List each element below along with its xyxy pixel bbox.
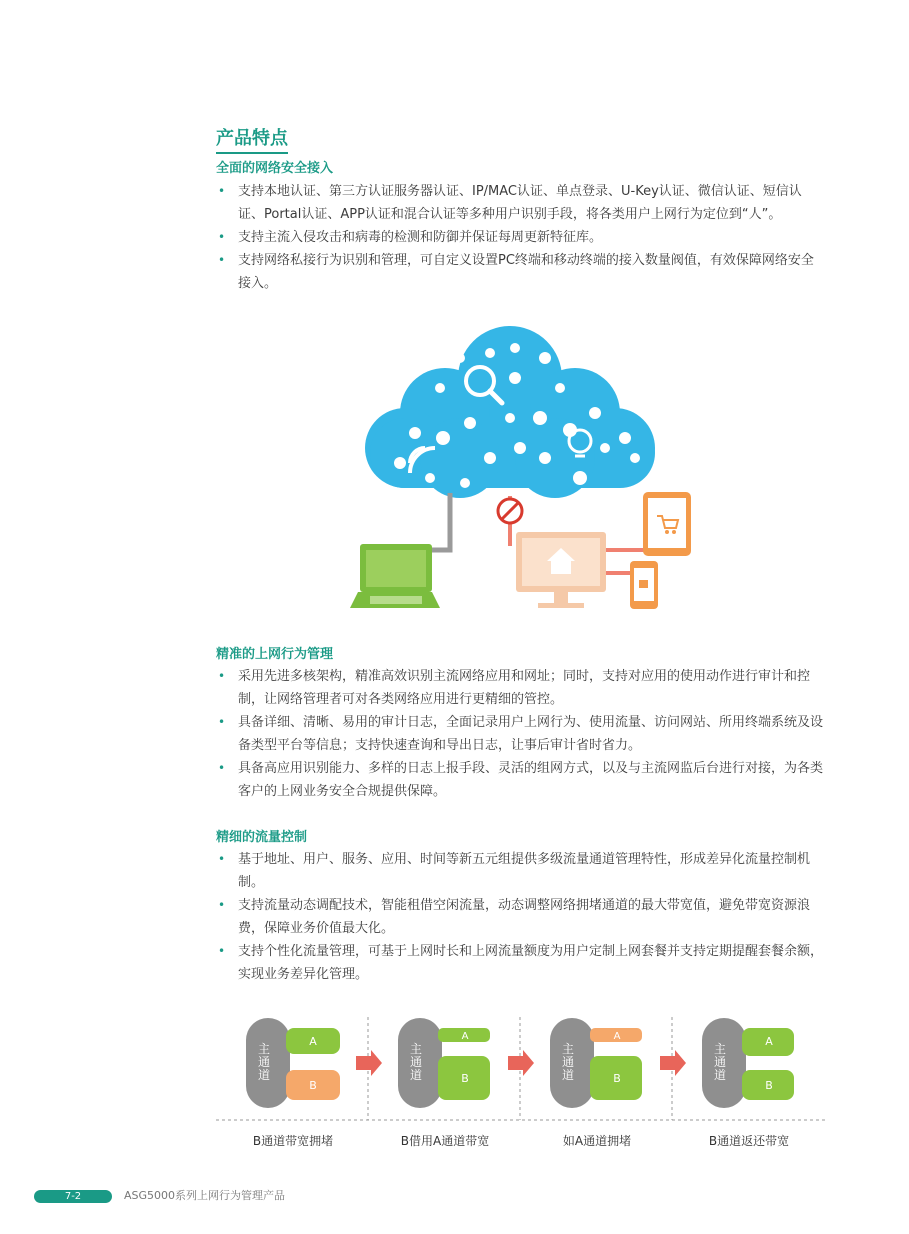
- diagram-caption: B借用A通道带宽: [400, 1134, 490, 1148]
- channel-a-label: A: [461, 1031, 469, 1042]
- arrow-right-icon: [508, 1050, 534, 1076]
- bullet-item: • 支持本地认证、第三方认证服务器认证、IP/MAC认证、单点登录、U-Key认证、微信认证、短信认证、Portal认证、APP认证和混合认证等多种用户识别手段，将各类用户上网行为定位到“人”。: [216, 180, 826, 226]
- channel-a-label: A: [765, 1035, 773, 1048]
- diagram-caption: B通道带宽拥堵: [252, 1134, 334, 1148]
- phone-coffee-icon: [630, 561, 658, 609]
- footer-product-name: ASG5000系列上网行为管理产品: [124, 1189, 286, 1202]
- main-channel-label: 主通道: [409, 1042, 422, 1082]
- section-heading-traffic-control: 精细的流量控制: [216, 830, 308, 845]
- main-channel-label: 主通道: [257, 1042, 270, 1082]
- bullet-item: • 支持个性化流量管理，可基于上网时长和上网流量额度为用户定制上网套餐并支持定期提醒套餐余额，实现业务差异化管理。: [216, 940, 826, 986]
- bullet-item: • 具备详细、清晰、易用的审计日志，全面记录用户上网行为、使用流量、访问网站、所用终端系统及设备类型平台等信息；支持快速查询和导出日志，让事后审计省时省力。: [216, 711, 826, 757]
- bullet-item: • 支持网络私接行为识别和管理，可自定义设置PC终端和移动终端的接入数量阀值，有效保障网络安全接入。: [216, 249, 826, 295]
- main-channel-label: 主通道: [561, 1042, 574, 1082]
- bullet-item: • 具备高应用识别能力、多样的日志上报手段、灵活的组网方式，以及与主流网监后台进行对接，为各类客户的上网业务安全合规提供保障。: [216, 757, 826, 803]
- bullet-item: • 支持流量动态调配技术，智能租借空闲流量，动态调整网络拥堵通道的最大带宽值，避免带宽资源浪费，保障业务价值最大化。: [216, 894, 826, 940]
- page-title: 产品特点: [216, 128, 288, 154]
- bullet-list-secure-access: [216, 180, 826, 295]
- section-heading-secure-access: 全面的网络安全接入: [216, 161, 334, 176]
- channel-b-label: B: [765, 1079, 773, 1092]
- bullet-list-traffic-control: [216, 848, 826, 986]
- page-number-badge: 7-2: [34, 1190, 112, 1203]
- bullet-list-behavior-management: [216, 665, 826, 803]
- monitor-icon: [516, 532, 606, 608]
- channel-b-label: B: [613, 1072, 621, 1085]
- tablet-shopping-cart-icon: [643, 492, 691, 556]
- bullet-item: • 基于地址、用户、服务、应用、时间等新五元组提供多级流量通道管理特性，形成差异化流量控制机制。: [216, 848, 826, 894]
- channel-b-label: B: [461, 1072, 469, 1085]
- bandwidth-channel-diagram: [216, 1012, 826, 1122]
- laptop-icon: [350, 544, 440, 608]
- diagram-caption: 如A通道拥堵: [562, 1134, 632, 1148]
- section-heading-behavior-management: 精准的上网行为管理: [216, 647, 334, 662]
- network-access-illustration: [340, 318, 705, 618]
- blocked-icon: [498, 499, 522, 523]
- channel-b-label: B: [309, 1079, 317, 1092]
- channel-a-label: A: [613, 1031, 621, 1042]
- bullet-item: • 采用先进多核架构，精准高效识别主流网络应用和网址；同时，支持对应用的使用动作进行审计和控制，让网络管理者可对各类网络应用进行更精细的管控。: [216, 665, 826, 711]
- diagram-step-1: [216, 1012, 340, 1108]
- main-channel-label: 主通道: [713, 1042, 726, 1082]
- channel-a-label: A: [309, 1035, 317, 1048]
- arrow-right-icon: [660, 1050, 686, 1076]
- arrow-right-icon: [356, 1050, 382, 1076]
- diagram-caption: B通道返还带宽: [708, 1134, 790, 1148]
- bullet-item: • 支持主流入侵攻击和病毒的检测和防御并保证每周更新特征库。: [216, 226, 826, 249]
